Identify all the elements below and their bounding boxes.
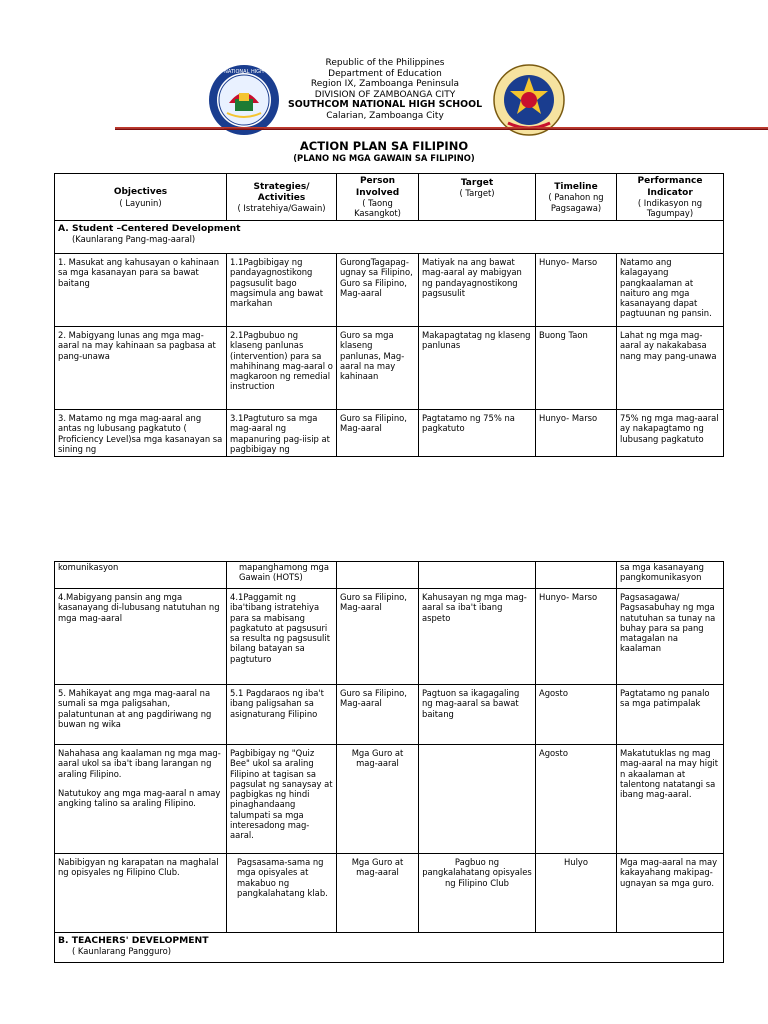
table-cell: Pagbibigay ng "Quiz Bee" ukol sa araling Filipino at tagisan sa pagsulat ng sanaysay at pagbigkas ng hindi pinaghandaang talumpati sa mga interesadong mag-aaral. [227, 745, 337, 854]
letterhead [255, 58, 515, 122]
table-cell: Hunyo- Marso [536, 254, 617, 327]
school-name: SOUTHCOM NATIONAL HIGH SCHOOL [287, 99, 483, 111]
table-cell: Guro sa mga klaseng panlunas, Mag-aaral na may kahinaan [337, 327, 419, 410]
table-cell: 5. Mahikayat ang mga mag-aaral na sumali sa mga paligsahan, palatuntunan at ang pagdiriwang ng buwan ng wika [55, 685, 227, 745]
table-row [55, 589, 724, 685]
table-cell [419, 745, 536, 854]
table-cell: 1.1Pagbibigay ng pandayagnostikong pagsusulit bago magsimula ang bawat markahan [227, 254, 337, 327]
table-cell: Pagsasagawa/ Pagsasabuhay ng mga natutuhan sa tunay na buhay para sa pang matagalan na kaalaman [617, 589, 724, 685]
section-cell [55, 221, 724, 254]
document-title: ACTION PLAN SA FILIPINO [299, 139, 469, 153]
column-header: Timeline ( Panahon ng Pagsagawa) [536, 174, 617, 221]
section-title: B. TEACHERS' DEVELOPMENT [58, 935, 209, 946]
table-row [55, 562, 724, 589]
column-header: Strategies/ Activities ( Istratehiya/Gawain) [227, 174, 337, 221]
table-cell: GurongTagapag-ugnay sa Filipino, Guro sa Filipino, Mag-aaral [337, 254, 419, 327]
table-cell: Natamo ang kalagayang pangkaalaman at naituro ang mga kasanayang dapat pagtuunan ng pansin. [617, 254, 724, 327]
table-cell: 4.1Paggamit ng iba'tibang istratehiya para sa mabisang pagkatuto at pagsusuri sa resulta ng pagsusulit bilang batayan sa pagtuturo [227, 589, 337, 685]
table-cell: 5.1 Pagdaraos ng iba't ibang paligsahan sa asignaturang Filipino [227, 685, 337, 745]
letterhead-line: Region IX, Zamboanga Peninsula [310, 79, 460, 90]
letterhead-line: DIVISION OF ZAMBOANGA CITY [314, 89, 456, 100]
document-subtitle: (PLANO NG MGA GAWAIN SA FILIPINO) [293, 153, 475, 163]
svg-text:NATIONAL HIGH: NATIONAL HIGH [224, 69, 264, 75]
table-row [55, 327, 724, 410]
section-row [55, 221, 724, 254]
column-header: Target ( Target) [419, 174, 536, 221]
table-cell: Guro sa Filipino, Mag-aaral [337, 589, 419, 685]
table-cell [55, 745, 227, 854]
table-cell: Pagtatamo ng panalo sa mga patimpalak [617, 685, 724, 745]
table-cell: Pagbuo ng pangkalahatang opisyales ng Filipino Club [419, 854, 536, 933]
table-cell: 3.1Pagtuturo sa mga mag-aaral ng mapanuring pag-iisip at pagbibigay ng [227, 410, 337, 457]
table-cell: Guro sa Filipino, Mag-aaral [337, 685, 419, 745]
table-cell: Pagtuon sa ikagagaling ng mag-aaral sa bawat baitang [419, 685, 536, 745]
page-break-gap [0, 458, 768, 561]
table-cell: 1. Masukat ang kahusayan o kahinaan sa mga kasanayan para sa bawat baitang [55, 254, 227, 327]
table-cell: Buong Taon [536, 327, 617, 410]
table-cell: Agosto [536, 745, 617, 854]
column-header: Person Involved ( Taong Kasangkot) [337, 174, 419, 221]
section-subtitle: ( Kaunlarang Pangguro) [72, 946, 172, 957]
table-cell: Hulyo [536, 854, 617, 933]
table-cell: komunikasyon [55, 562, 227, 589]
table-cell: Makapagtatag ng klaseng panlunas [419, 327, 536, 410]
objective-text: Nahahasa ang kaalaman ng mga mag-aaral ukol sa iba't ibang larangan ng araling Filipino. [58, 748, 221, 779]
table-cell: Lahat ng mga mag-aaral ay nakakabasa nang may pang-unawa [617, 327, 724, 410]
table-cell: 4.Mabigyang pansin ang mga kasanayang di-lubusang natutuhan ng mga mag-aaral [55, 589, 227, 685]
table-cell: 75% ng mga mag-aaral ay nakapagtamo ng lubusang pagkatuto [617, 410, 724, 457]
table-cell: 2.1Pagbubuo ng klaseng panlunas (intervention) para sa mahihinang mag-aaral o magkaroon ng remedial instruction [227, 327, 337, 410]
section-subtitle: (Kaunlarang Pang-mag-aaral) [72, 234, 196, 245]
header-divider [115, 127, 768, 130]
table-cell: Nabibigyan ng karapatan na maghalal ng opisyales ng Filipino Club. [55, 854, 227, 933]
table-cell: Mga mag-aaral na may kakayahang makipag-ugnayan sa mga guro. [617, 854, 724, 933]
table-cell: mapanghamong mga Gawain (HOTS) [227, 562, 337, 589]
table-cell: Pagsasama-sama ng mga opisyales at makabuo ng pangkalahatang klab. [227, 854, 337, 933]
table-cell [337, 562, 419, 589]
table-cell: Pagtatamo ng 75% na pagkatuto [419, 410, 536, 457]
table-cell: sa mga kasanayang pangkomunikasyon [617, 562, 724, 589]
action-plan-table-page2 [54, 561, 724, 963]
table-row [55, 410, 724, 457]
section-row [55, 933, 724, 963]
table-cell: Hunyo- Marso [536, 410, 617, 457]
table-cell: Makatutuklas ng mag mag-aaral na may higit n akaalaman at talentong natatangi sa ibang mag-aaral. [617, 745, 724, 854]
table-cell: Mga Guro at mag-aaral [337, 745, 419, 854]
table-row [55, 685, 724, 745]
objective-text: Natutukoy ang mga mag-aaral n amay angking talino sa araling Filipino. [58, 787, 221, 809]
table-cell: Hunyo- Marso [536, 589, 617, 685]
section-title: A. Student –Centered Development [58, 223, 241, 234]
table-row [55, 854, 724, 933]
table-cell: 2. Mabigyang lunas ang mga mag-aaral na may kahinaan sa pagbasa at pang-unawa [55, 327, 227, 410]
table-cell [419, 562, 536, 589]
table-cell: Guro sa Filipino, Mag-aaral [337, 410, 419, 457]
column-header: Objectives ( Layunin) [55, 174, 227, 221]
letterhead-line: Republic of the Philippines [325, 58, 445, 68]
letterhead-line: Department of Education [328, 68, 442, 79]
table-header-row [55, 174, 724, 221]
table-cell [536, 562, 617, 589]
table-cell: 3. Matamo ng mga mag-aaral ang antas ng lubusang pagkatuto ( Proficiency Level)sa mga kasanayan sa sining ng [55, 410, 227, 457]
table-row [55, 254, 724, 327]
action-plan-table-page1 [54, 173, 724, 457]
table-row [55, 745, 724, 854]
table-cell: Mga Guro at mag-aaral [337, 854, 419, 933]
table-cell: Matiyak na ang bawat mag-aaral ay mabigyan ng pandayagnostikong pagsusulit [419, 254, 536, 327]
section-cell [55, 933, 724, 963]
column-header: Performance Indicator ( Indikasyon ng Tagumpay) [617, 174, 724, 221]
table-cell: Kahusayan ng mga mag-aaral sa iba't ibang aspeto [419, 589, 536, 685]
table-cell: Agosto [536, 685, 617, 745]
school-address: Calarian, Zamboanga City [326, 110, 444, 121]
